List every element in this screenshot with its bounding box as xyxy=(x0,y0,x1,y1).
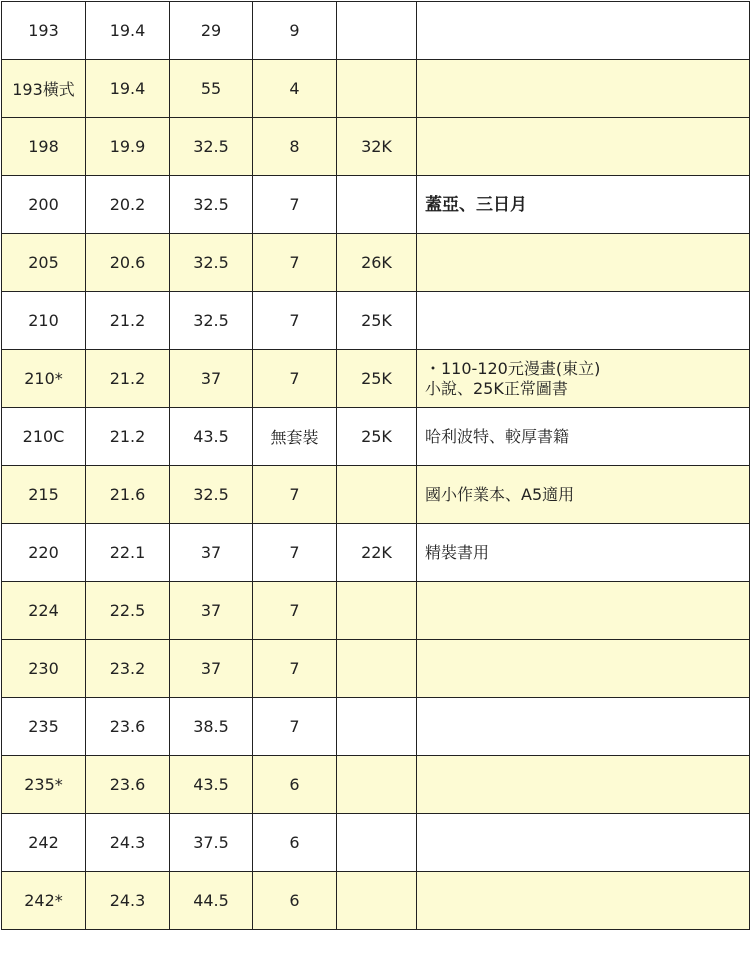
note-cell xyxy=(417,234,750,292)
size-cell: 230 xyxy=(2,640,86,698)
width-cell: 22.5 xyxy=(86,582,170,640)
note-cell xyxy=(417,2,750,60)
height-cell: 29 xyxy=(170,2,253,60)
table-row xyxy=(2,640,750,698)
table-row xyxy=(2,408,750,466)
format-cell xyxy=(337,466,417,524)
count-cell: 6 xyxy=(253,872,337,930)
table-row xyxy=(2,118,750,176)
width-cell: 23.2 xyxy=(86,640,170,698)
height-cell: 43.5 xyxy=(170,408,253,466)
width-cell: 22.1 xyxy=(86,524,170,582)
height-cell: 55 xyxy=(170,60,253,118)
format-cell: 25K xyxy=(337,292,417,350)
count-cell: 7 xyxy=(253,176,337,234)
size-cell: 235* xyxy=(2,756,86,814)
format-cell: 26K xyxy=(337,234,417,292)
count-cell: 7 xyxy=(253,640,337,698)
size-cell: 193橫式 xyxy=(2,60,86,118)
note-cell xyxy=(417,60,750,118)
note-cell xyxy=(417,698,750,756)
note-cell xyxy=(417,814,750,872)
note-cell: 哈利波特、較厚書籍 xyxy=(417,408,750,466)
note-cell xyxy=(417,582,750,640)
height-cell: 37 xyxy=(170,524,253,582)
width-cell: 19.4 xyxy=(86,2,170,60)
width-cell: 19.9 xyxy=(86,118,170,176)
book-cover-size-table xyxy=(1,1,750,930)
format-cell xyxy=(337,640,417,698)
height-cell: 38.5 xyxy=(170,698,253,756)
width-cell: 21.2 xyxy=(86,350,170,408)
count-cell: 6 xyxy=(253,756,337,814)
note-cell: 國小作業本、A5適用 xyxy=(417,466,750,524)
format-cell: 32K xyxy=(337,118,417,176)
table-row xyxy=(2,698,750,756)
height-cell: 37.5 xyxy=(170,814,253,872)
format-cell: 22K xyxy=(337,524,417,582)
width-cell: 24.3 xyxy=(86,814,170,872)
count-cell: 7 xyxy=(253,350,337,408)
count-cell: 7 xyxy=(253,582,337,640)
count-cell: 7 xyxy=(253,292,337,350)
count-cell: 7 xyxy=(253,524,337,582)
table-row xyxy=(2,814,750,872)
format-cell: 25K xyxy=(337,408,417,466)
table-row xyxy=(2,872,750,930)
table-row xyxy=(2,582,750,640)
size-cell: 210* xyxy=(2,350,86,408)
size-cell: 235 xyxy=(2,698,86,756)
height-cell: 32.5 xyxy=(170,292,253,350)
height-cell: 37 xyxy=(170,640,253,698)
format-cell xyxy=(337,2,417,60)
count-cell: 8 xyxy=(253,118,337,176)
height-cell: 32.5 xyxy=(170,234,253,292)
format-cell xyxy=(337,814,417,872)
size-cell: 210 xyxy=(2,292,86,350)
size-cell: 242* xyxy=(2,872,86,930)
table-row xyxy=(2,2,750,60)
width-cell: 20.6 xyxy=(86,234,170,292)
count-cell: 無套裝 xyxy=(253,408,337,466)
table-body xyxy=(2,2,750,930)
height-cell: 32.5 xyxy=(170,118,253,176)
size-cell: 200 xyxy=(2,176,86,234)
table-row xyxy=(2,60,750,118)
table-row xyxy=(2,234,750,292)
format-cell xyxy=(337,60,417,118)
count-cell: 6 xyxy=(253,814,337,872)
size-cell: 215 xyxy=(2,466,86,524)
width-cell: 20.2 xyxy=(86,176,170,234)
width-cell: 21.6 xyxy=(86,466,170,524)
format-cell xyxy=(337,756,417,814)
table-row xyxy=(2,466,750,524)
table-row xyxy=(2,292,750,350)
height-cell: 44.5 xyxy=(170,872,253,930)
count-cell: 4 xyxy=(253,60,337,118)
note-cell: ・110-120元漫畫(東立) 小說、25K正常圖書 xyxy=(417,350,750,408)
size-cell: 198 xyxy=(2,118,86,176)
table-row xyxy=(2,176,750,234)
table-row xyxy=(2,756,750,814)
format-cell xyxy=(337,872,417,930)
format-cell xyxy=(337,176,417,234)
size-cell: 205 xyxy=(2,234,86,292)
width-cell: 21.2 xyxy=(86,292,170,350)
count-cell: 9 xyxy=(253,2,337,60)
note-cell: 精裝書用 xyxy=(417,524,750,582)
size-cell: 193 xyxy=(2,2,86,60)
width-cell: 23.6 xyxy=(86,698,170,756)
table-row xyxy=(2,350,750,408)
count-cell: 7 xyxy=(253,466,337,524)
note-cell xyxy=(417,118,750,176)
format-cell: 25K xyxy=(337,350,417,408)
size-cell: 242 xyxy=(2,814,86,872)
note-cell: 蓋亞、三日月 xyxy=(417,176,750,234)
note-cell xyxy=(417,872,750,930)
note-cell xyxy=(417,756,750,814)
count-cell: 7 xyxy=(253,698,337,756)
count-cell: 7 xyxy=(253,234,337,292)
size-cell: 224 xyxy=(2,582,86,640)
height-cell: 37 xyxy=(170,350,253,408)
note-cell xyxy=(417,292,750,350)
size-cell: 210C xyxy=(2,408,86,466)
height-cell: 43.5 xyxy=(170,756,253,814)
width-cell: 23.6 xyxy=(86,756,170,814)
format-cell xyxy=(337,698,417,756)
format-cell xyxy=(337,582,417,640)
size-cell: 220 xyxy=(2,524,86,582)
width-cell: 21.2 xyxy=(86,408,170,466)
width-cell: 24.3 xyxy=(86,872,170,930)
table-row xyxy=(2,524,750,582)
width-cell: 19.4 xyxy=(86,60,170,118)
height-cell: 32.5 xyxy=(170,466,253,524)
height-cell: 32.5 xyxy=(170,176,253,234)
height-cell: 37 xyxy=(170,582,253,640)
note-cell xyxy=(417,640,750,698)
